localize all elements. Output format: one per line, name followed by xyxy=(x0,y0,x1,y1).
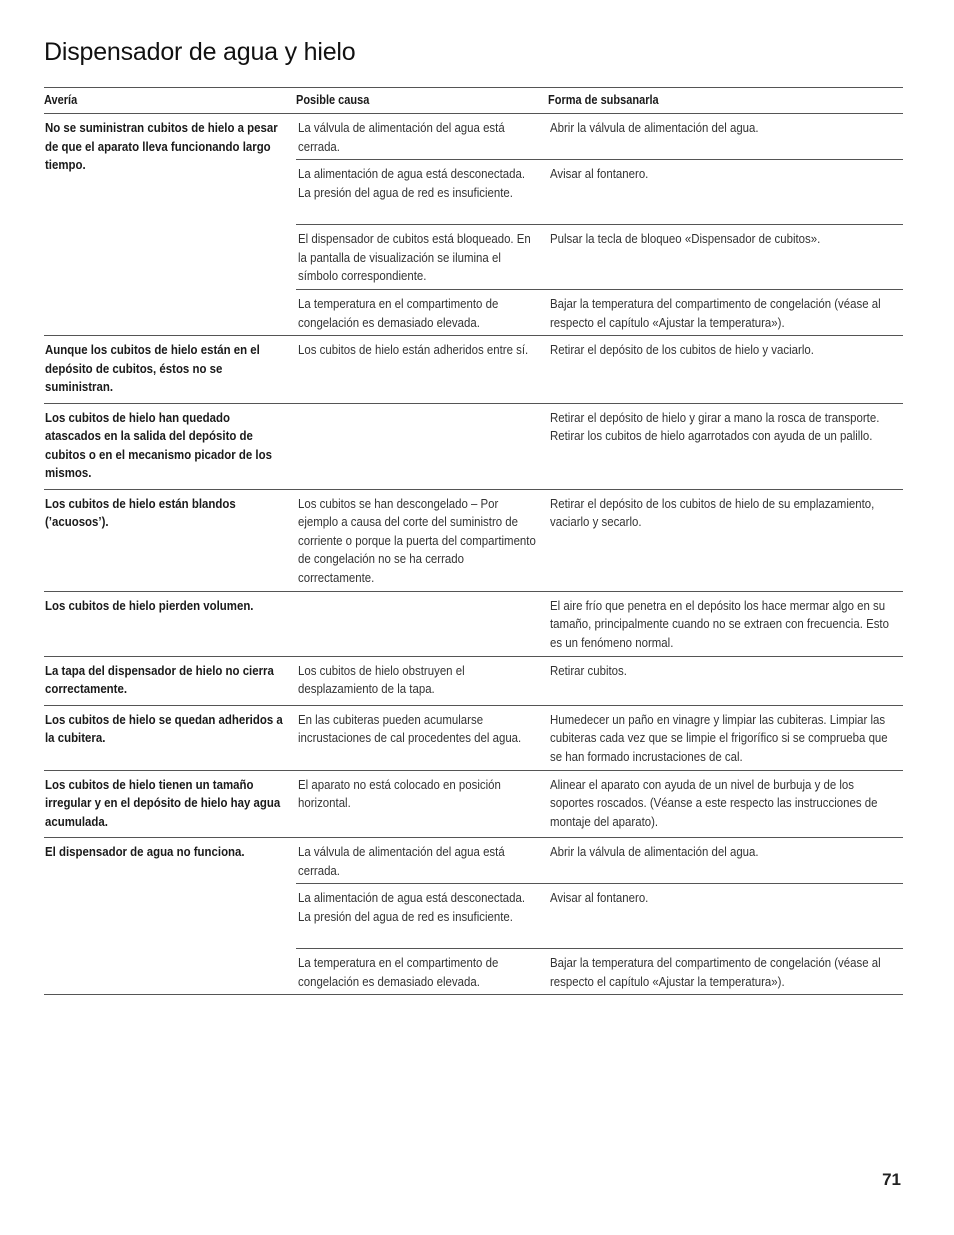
fix-text: Avisar al fontanero. xyxy=(550,890,649,905)
cause-rows xyxy=(296,114,903,335)
cause-cell xyxy=(296,949,548,994)
page-number: 71 xyxy=(882,1170,901,1189)
cause-rows xyxy=(296,706,903,770)
fix-cell xyxy=(548,592,903,656)
problem-text: Los cubitos de hielo están blandos (’acuosos’). xyxy=(45,495,236,529)
problem-cell xyxy=(44,404,296,489)
cause-text: Los cubitos de hielo obstruyen el desplazamiento de la tapa. xyxy=(298,662,465,696)
cause-text: Los cubitos de hielo están adheridos entre sí. xyxy=(298,342,529,357)
problem-cell xyxy=(44,838,296,994)
problem-group xyxy=(44,771,903,839)
cause-text: La válvula de alimentación del agua está cerrada. xyxy=(298,844,505,878)
problem-group xyxy=(44,114,903,336)
cause-text: La alimentación de agua está desconectada. La presión del agua de red es insuficiente. xyxy=(298,166,526,200)
table-row xyxy=(296,838,903,883)
troubleshooting-table xyxy=(44,87,903,995)
problem-cell xyxy=(44,592,296,656)
fix-text: El aire frío que penetra en el depósito los hace mermar algo en su tamaño, principalmente cuando no se extraen con frecuencia. Esto es un fenómeno normal. xyxy=(550,597,889,650)
table-row xyxy=(296,114,903,159)
problem-text: Aunque los cubitos de hielo están en el depósito de cubitos, éstos no se suministran. xyxy=(45,342,260,394)
cause-text: El dispensador de cubitos está bloqueado. En la pantalla de visualización se ilumina el símbolo correspondiente. xyxy=(298,231,531,283)
fix-text: Retirar el depósito de los cubitos de hielo de su emplazamiento, vaciarlo y secarlo. xyxy=(550,495,875,529)
problem-text: La tapa del dispensador de hielo no cierra correctamente. xyxy=(45,662,274,696)
fix-cell xyxy=(548,949,903,994)
problem-text: Los cubitos de hielo han quedado atascados en la salida del depósito de cubitos o en el mecanismo picador de los mismos. xyxy=(45,409,272,480)
cause-rows xyxy=(296,771,903,838)
header-problem: Avería xyxy=(44,93,78,107)
problem-group xyxy=(44,336,903,404)
page-title: Dispensador de agua y hielo xyxy=(44,38,356,66)
table-row xyxy=(296,336,903,400)
cause-rows xyxy=(296,592,903,656)
fix-text: Retirar cubitos. xyxy=(550,662,627,678)
problem-text: Los cubitos de hielo se quedan adheridos a la cubitera. xyxy=(45,711,283,745)
table-row xyxy=(296,771,903,835)
cause-rows xyxy=(296,404,903,489)
cause-cell xyxy=(296,592,548,656)
fix-cell xyxy=(548,884,903,948)
problem-group xyxy=(44,838,903,995)
fix-text: Humedecer un paño en vinagre y limpiar las cubiteras. Limpiar las cubiteras cada vez que se limpie el frigorífico si se comprueba que se han formado incrustaciones de cal. xyxy=(550,711,888,764)
problem-cell xyxy=(44,336,296,403)
cause-cell xyxy=(296,404,548,486)
table-row xyxy=(296,159,903,224)
fix-cell xyxy=(548,771,903,835)
problem-group xyxy=(44,592,903,657)
problem-cell xyxy=(44,657,296,705)
problem-cell xyxy=(44,771,296,838)
cause-cell xyxy=(296,290,548,335)
problem-group xyxy=(44,404,903,490)
fix-text: Bajar la temperatura del compartimento de congelación (véase al respecto el capítulo «Ajustar la temperatura»). xyxy=(550,955,881,989)
header-fix: Forma de subsanarla xyxy=(548,93,659,107)
cause-cell xyxy=(296,838,548,883)
cause-text: La temperatura en el compartimento de congelación es demasiado elevada. xyxy=(298,296,499,330)
problem-text: Los cubitos de hielo pierden volumen. xyxy=(45,597,254,613)
header-cause: Posible causa xyxy=(296,93,370,107)
cause-text: La alimentación de agua está desconectada. La presión del agua de red es insuficiente. xyxy=(298,890,526,924)
fix-text: Avisar al fontanero. xyxy=(550,166,649,181)
fix-cell xyxy=(548,336,903,400)
cause-rows xyxy=(296,657,903,705)
cause-text: En las cubiteras pueden acumularse incrustaciones de cal procedentes del agua. xyxy=(298,711,522,745)
fix-cell xyxy=(548,290,903,335)
fix-cell xyxy=(548,490,903,591)
cause-text: Los cubitos se han descongelado – Por ejemplo a causa del corte del suministro de corriente o porque la puerta del compartimento de congelación no se ha cerrado correctamente. xyxy=(298,495,536,585)
table-row xyxy=(296,490,903,591)
table-row xyxy=(296,404,903,486)
fix-cell xyxy=(548,225,903,289)
problem-cell xyxy=(44,114,296,335)
cause-text: La temperatura en el compartimento de congelación es demasiado elevada. xyxy=(298,955,499,989)
fix-cell xyxy=(548,160,903,224)
fix-cell xyxy=(548,706,903,770)
fix-text: Pulsar la tecla de bloqueo «Dispensador de cubitos». xyxy=(550,231,821,246)
table-row xyxy=(296,883,903,948)
fix-text: Abrir la válvula de alimentación del agua. xyxy=(550,120,759,135)
fix-text: Retirar el depósito de los cubitos de hielo y vaciarlo. xyxy=(550,342,814,357)
cause-rows xyxy=(296,336,903,403)
problem-group xyxy=(44,490,903,592)
cause-cell xyxy=(296,771,548,835)
cause-cell xyxy=(296,114,548,159)
cause-cell xyxy=(296,490,548,591)
cause-cell xyxy=(296,160,548,224)
table-row xyxy=(296,948,903,994)
table-row xyxy=(296,592,903,656)
fix-cell xyxy=(548,114,903,159)
problem-group xyxy=(44,706,903,771)
fix-cell xyxy=(548,657,903,702)
problem-text: No se suministran cubitos de hielo a pesar de que el aparato lleva funcionando largo tiempo. xyxy=(45,120,278,172)
problem-cell xyxy=(44,490,296,591)
table-body xyxy=(44,114,903,995)
fix-text: Abrir la válvula de alimentación del agua. xyxy=(550,844,759,859)
cause-rows xyxy=(296,490,903,591)
problem-text: Los cubitos de hielo tienen un tamaño irregular y en el depósito de hielo hay agua acumulada. xyxy=(45,776,281,829)
fix-cell xyxy=(548,404,903,486)
fix-text: Alinear el aparato con ayuda de un nivel de burbuja y de los soportes roscados. (Véanse a este respecto las instrucciones de montaje del aparato). xyxy=(550,776,878,829)
problem-group xyxy=(44,657,903,706)
table-row xyxy=(296,289,903,335)
table-header xyxy=(44,87,903,114)
cause-cell xyxy=(296,225,548,289)
problem-text: El dispensador de agua no funciona. xyxy=(45,844,245,859)
fix-text: Retirar el depósito de hielo y girar a mano la rosca de transporte. Retirar los cubitos de hielo agarrotados con ayuda de un palillo. xyxy=(550,409,880,443)
problem-cell xyxy=(44,706,296,770)
table-row xyxy=(296,706,903,770)
cause-cell xyxy=(296,706,548,770)
cause-text: El aparato no está colocado en posición horizontal. xyxy=(298,776,501,810)
fix-text: Bajar la temperatura del compartimento de congelación (véase al respecto el capítulo «Ajustar la temperatura»). xyxy=(550,296,881,330)
cause-cell xyxy=(296,657,548,702)
cause-cell xyxy=(296,336,548,400)
fix-cell xyxy=(548,838,903,883)
cause-rows xyxy=(296,838,903,994)
cause-cell xyxy=(296,884,548,948)
table-row xyxy=(296,224,903,289)
table-row xyxy=(296,657,903,702)
cause-text: La válvula de alimentación del agua está cerrada. xyxy=(298,120,505,154)
